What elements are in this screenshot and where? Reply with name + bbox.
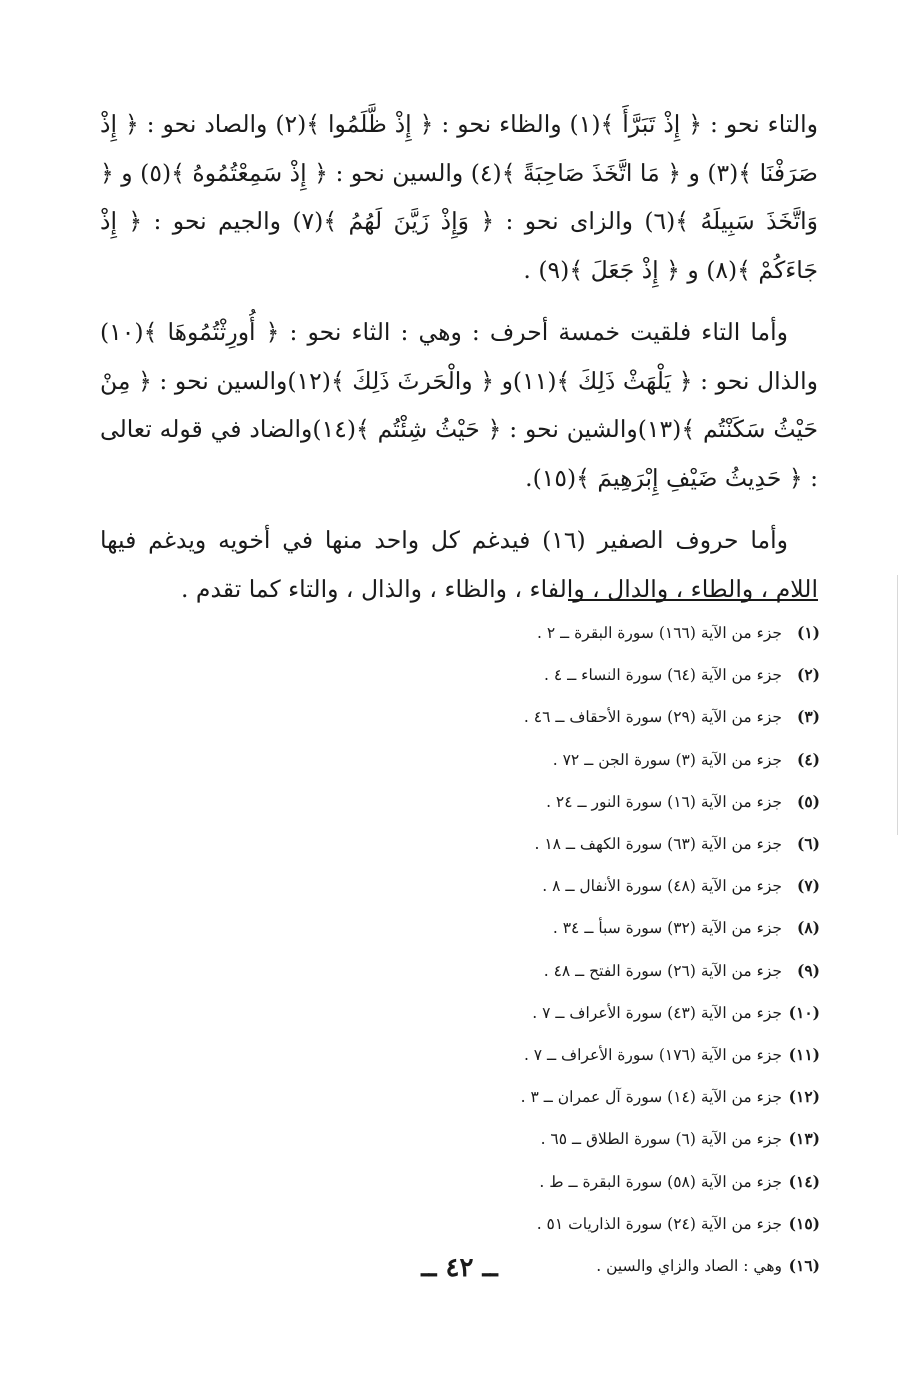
footnote-item — [380, 781, 820, 823]
footnote-number: (٨) — [796, 918, 820, 938]
footnote-text: جزء من الآية (٣) سورة الجن ــ ٧٢ . — [552, 750, 782, 769]
footnote-text: وهي : الصاد والزاي والسين . — [596, 1257, 782, 1276]
main-text — [100, 100, 818, 627]
footnote-item — [380, 1034, 820, 1076]
footnote-item — [380, 1161, 820, 1203]
footnote-number: (١٤) — [788, 1171, 820, 1191]
footnote-text: جزء من الآية (٤٣) سورة الأعراف ــ ٧ . — [532, 1003, 782, 1022]
footnote-number: (٩) — [796, 960, 820, 980]
footnote-number: (١٥) — [788, 1213, 820, 1233]
page-number: ــ ٤٢ ــ — [421, 1253, 498, 1283]
footnote-number: (١٦) — [788, 1256, 820, 1276]
footnote-item — [380, 865, 820, 907]
footnote-divider — [568, 599, 818, 601]
footnote-number: (٥) — [796, 791, 820, 811]
footnote-text: جزء من الآية (٢٤) سورة الذاريات ٥١ . — [536, 1214, 782, 1233]
footnote-text: جزء من الآية (٦٤) سورة النساء ــ ٤ . — [544, 666, 782, 685]
footnote-item — [380, 696, 820, 738]
footnote-text: جزء من الآية (٦٣) سورة الكهف ــ ١٨ . — [534, 835, 782, 854]
footnote-number: (١) — [796, 623, 820, 642]
footnote-item — [380, 992, 820, 1034]
footnote-text: جزء من الآية (١٤) سورة آل عمران ــ ٣ . — [520, 1088, 782, 1107]
footnote-item — [380, 823, 820, 865]
footnote-text: جزء من الآية (٣٢) سورة سبأ ــ ٣٤ . — [552, 919, 782, 938]
footnote-text: جزء من الآية (٢٩) سورة الأحقاف ــ ٤٦ . — [523, 708, 782, 727]
scan-edge-line — [897, 575, 898, 835]
footnote-text: جزء من الآية (٢٦) سورة الفتح ــ ٤٨ . — [543, 961, 782, 980]
footnote-text: جزء من الآية (٥٨) سورة البقرة ــ ط . — [539, 1172, 782, 1191]
footnote-number: (١٠) — [788, 1002, 820, 1022]
footnote-item — [380, 950, 820, 992]
footnote-number: (٣) — [796, 707, 820, 727]
footnote-number: (٢) — [796, 665, 820, 685]
paragraph-3: وأما حروف الصفير (١٦) فيدغم كل واحد منها في أخويه ويدغم فيها اللام ، والطاء ، والدال ، والفاء ، والظاء ، والذال ، والتاء كما تقدم . — [100, 526, 818, 603]
footnote-item — [380, 612, 820, 654]
footnote-item — [380, 1118, 820, 1160]
footnote-item — [380, 1076, 820, 1118]
footnote-number: (٦) — [796, 834, 820, 854]
footnote-text: جزء من الآية (٦) سورة الطلاق ــ ٦٥ . — [540, 1130, 782, 1149]
footnote-number: (١٣) — [788, 1129, 820, 1149]
footnote-number: (٤) — [796, 749, 820, 769]
footnote-item — [380, 907, 820, 949]
footnote-item — [380, 1203, 820, 1245]
paragraph-2: وأما التاء فلقيت خمسة أحرف : وهي : الثاء نحو : ﴿ أُورِثْتُمُوهَا ﴾(١٠) والذال نحو : ﴿ يَلْهَثْ ذَلِكَ ﴾(١١)و ﴿ والْحَرثَ ذَلِكَ ﴾(١٢)والسين نحو : ﴿ مِنْ حَيْثُ سَكَنْتُم ﴾(١٣)والشين نحو : ﴿ حَيْثُ شِئْتُم ﴾(١٤)والضاد في قوله تعالى : ﴿ حَدِيثُ ضَيْفِ إِبْرَهِيمَ ﴾(١٥). — [100, 318, 819, 492]
footnote-number: (١٢) — [788, 1087, 820, 1107]
footnote-item — [380, 654, 820, 696]
footnotes-list — [380, 612, 820, 1287]
footnote-text: جزء من الآية (١٦٦) سورة البقرة ــ ٢ . — [537, 624, 782, 642]
footnote-text: جزء من الآية (١٦) سورة النور ــ ٢٤ . — [546, 792, 782, 811]
footnote-text: جزء من الآية (٤٨) سورة الأنفال ــ ٨ . — [542, 877, 782, 896]
footnote-number: (٧) — [796, 876, 820, 896]
paragraph-1: والتاء نحو : ﴿ إِذْ تَبَرَّأَ ﴾(١) والظاء نحو : ﴿ إِذْ ظَّلَمُوا ﴾(٢) والصاد نحو : ﴿ إِذْ صَرَفْنَا ﴾(٣) و ﴿ مَا اتَّخَذَ صَاحِبَةً ﴾(٤) والسين نحو : ﴿ إِذْ سَمِعْتُمُوهُ ﴾(٥) و ﴿ وَاتَّخَذَ سَبِيلَهُ ﴾(٦) والزاى نحو : ﴿ وَإِذْ زَيَّنَ لَهُمُ ﴾(٧) والجيم نحو : ﴿ إِذْ جَاءَكُمْ ﴾(٨) و ﴿ إِذْ جَعَلَ ﴾(٩) . — [100, 110, 818, 284]
footnote-text: جزء من الآية (١٧٦) سورة الأعراف ــ ٧ . — [523, 1046, 782, 1065]
footnote-item — [380, 739, 820, 781]
footnote-number: (١١) — [788, 1045, 820, 1065]
